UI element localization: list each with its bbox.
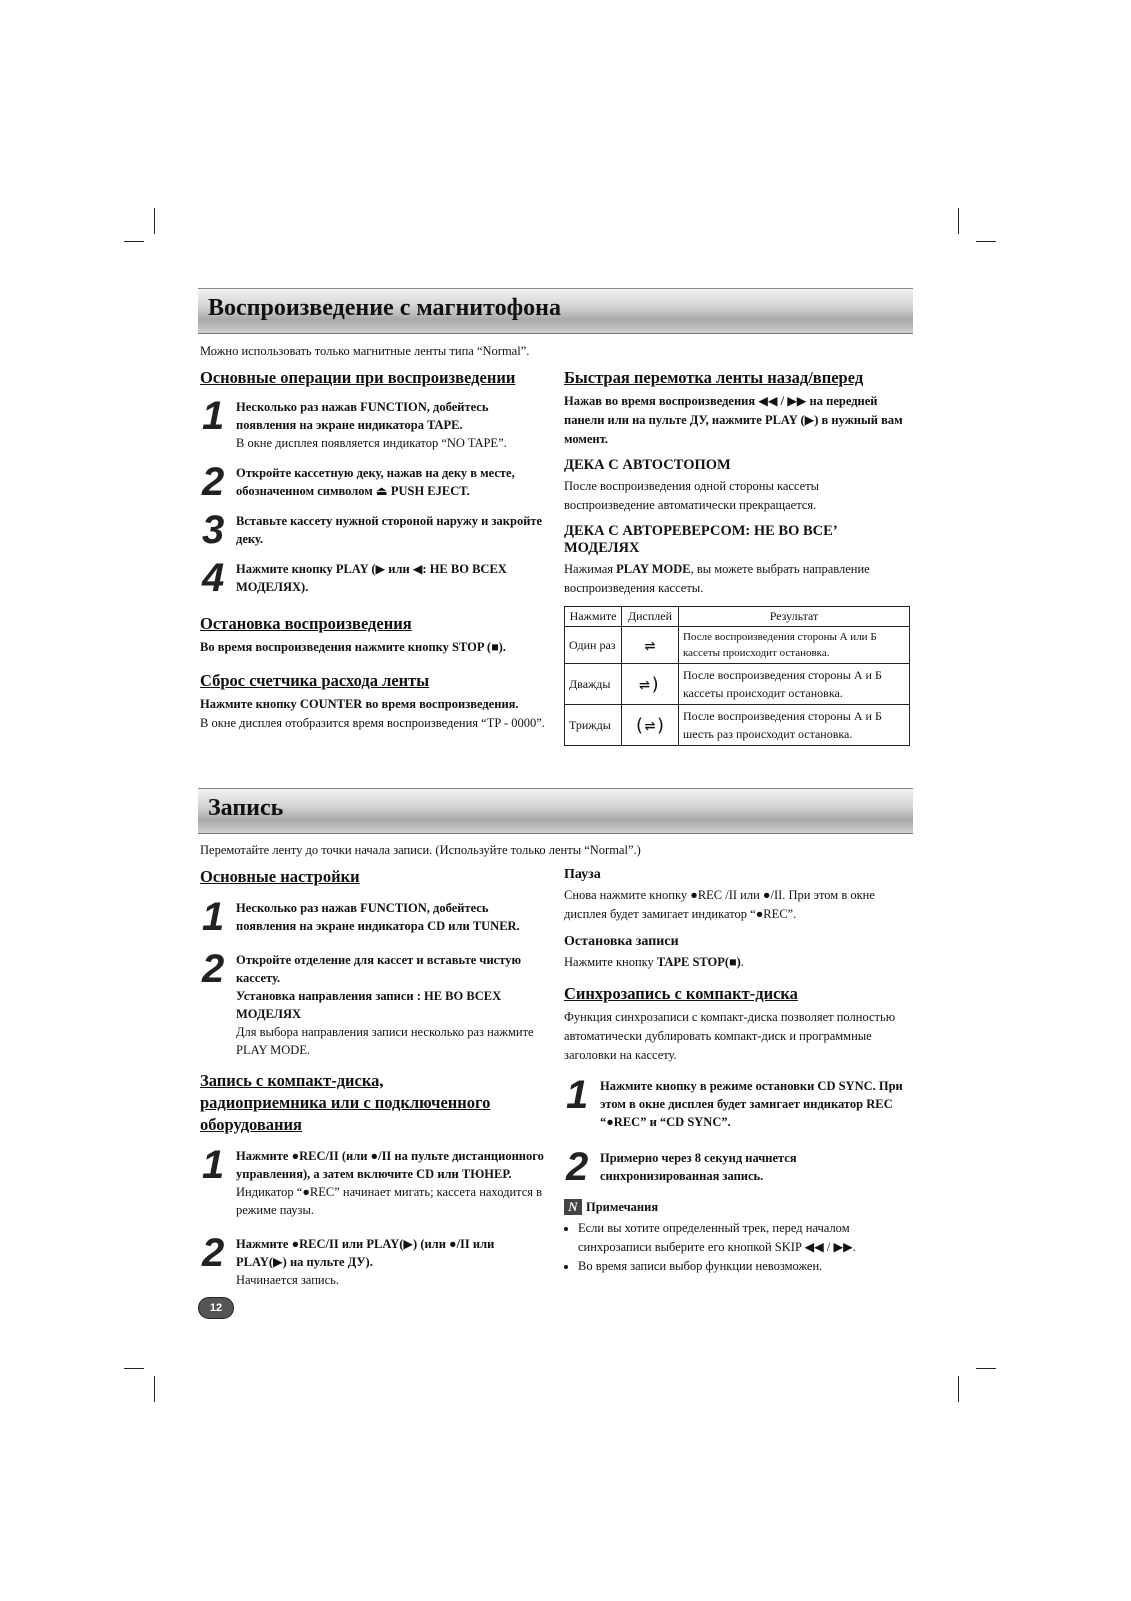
- sync-heading: Синхрозапись с компакт-диска: [564, 984, 798, 1003]
- notes-list: [564, 1219, 912, 1276]
- step: [200, 556, 545, 600]
- autostop-text: После воспроизведения одной стороны кассеты воспроизведение автоматически прекращается.: [564, 479, 820, 512]
- result-table: [564, 606, 910, 746]
- counter-text: В окне дисплея отобразится время воспроизведения “TP - 0000”.: [200, 716, 545, 730]
- step-bold: Примерно через 8 секунд начнется синхронизированная запись.: [600, 1151, 797, 1183]
- step: [200, 1143, 545, 1219]
- list-item: • Если вы хотите определенный трек, перед началом синхрозаписи выберите его кнопкой SKIP ◀◀ / ▶▶.: [578, 1219, 912, 1257]
- display-symbol: (⇌): [622, 705, 679, 746]
- stop-heading: Остановка воспроизведения: [200, 614, 412, 633]
- step-bold: Несколько раз нажав FUNCTION, добейтесь появления на экране индикатора CD или TUNER.: [236, 901, 520, 933]
- table-header: Нажмите: [565, 607, 622, 627]
- table-cell: После воспроизведения стороны А или Б кассеты происходит остановка.: [679, 627, 910, 664]
- step: [200, 460, 545, 504]
- step-number: 1: [566, 1073, 589, 1117]
- table-row: [565, 705, 910, 746]
- step-bold-2: Установка направления записи : НЕ ВО ВСЕХ МОДЕЛЯХ: [236, 989, 502, 1021]
- step-number: 2: [566, 1145, 589, 1189]
- display-symbol: ⇌: [622, 627, 679, 664]
- counter-heading: Сброс счетчика расхода ленты: [200, 671, 430, 690]
- right-column: [564, 368, 912, 746]
- basic-settings-heading: Основные настройки: [200, 867, 360, 886]
- table-cell: После воспроизведения стороны А и Б шесть раз происходит остановка.: [679, 705, 910, 746]
- counter-bold: Нажмите кнопку COUNTER во время воспроизведения.: [200, 697, 519, 711]
- step-text: В окне дисплея появляется индикатор “NO TAPE”.: [236, 436, 507, 450]
- table-cell: Дважды: [565, 664, 622, 705]
- tape-stop-label: TAPE STOP(■): [656, 955, 741, 969]
- step-bold: Нажмите ●REC/II или PLAY(▶) (или ●/II или PLAY(▶) на пульте ДУ).: [236, 1237, 495, 1269]
- step-bold: Несколько раз нажав FUNCTION, добейтесь появления на экране индикатора TAPE.: [236, 400, 489, 432]
- list-item: • Во время записи выбор функции невозможен.: [578, 1257, 912, 1276]
- text-part: Нажимая: [564, 562, 617, 576]
- step-number: 2: [202, 460, 225, 504]
- stop-rec-text: [564, 953, 912, 972]
- crop-mark: [958, 1376, 959, 1402]
- play-mode-label: PLAY MODE: [616, 562, 691, 576]
- step-text: Индикатор “●REC” начинает мигать; кассета находится в режиме паузы.: [236, 1185, 543, 1217]
- crop-mark: [154, 1376, 155, 1402]
- text-part: , вы можете выбрать направление воспроизведения кассеты.: [564, 562, 870, 595]
- step: [200, 508, 545, 552]
- step-bold: Нажмите кнопку PLAY (▶ или ◀: НЕ ВО ВСЕХ МОДЕЛЯХ).: [236, 562, 507, 594]
- table-cell: Трижды: [565, 705, 622, 746]
- note-icon: N: [564, 1199, 582, 1215]
- step-number: 2: [202, 1231, 225, 1275]
- basic-ops-heading: Основные операции при воспроизведении: [200, 368, 516, 387]
- autoreverse-text: [564, 560, 912, 598]
- text-part: .: [740, 955, 744, 969]
- record-heading: оборудования: [200, 1115, 302, 1134]
- crop-mark: [976, 1368, 996, 1369]
- crop-mark: [958, 208, 959, 234]
- record-heading: радиоприемника или с подключенного: [200, 1093, 491, 1112]
- section-intro: Можно использовать только магнитные ленты типа “Normal”.: [200, 344, 530, 358]
- step: [200, 1231, 545, 1289]
- step: [564, 1073, 912, 1131]
- section-title: Запись: [208, 795, 284, 821]
- crop-mark: [976, 241, 996, 242]
- section-title: Воспроизведение с магнитофона: [208, 295, 562, 321]
- stop-rec-heading: Остановка записи: [564, 934, 679, 949]
- autoreverse-heading: ДЕКА С АВТОРЕВЕРСОМ: НЕ ВО ВСЕ’ МОДЕЛЯХ: [564, 523, 837, 556]
- notes-heading: Примечания: [586, 1200, 659, 1214]
- right-column: [564, 867, 912, 1276]
- rewind-heading: Быстрая перемотка ленты назад/вперед: [564, 368, 864, 387]
- notes-heading-row: [564, 1199, 912, 1215]
- table-header: Дисплей: [622, 607, 679, 627]
- pause-text: Снова нажмите кнопку ●REC /II или ●/II. При этом в окне дисплея будет замигает индикатор “●REC”.: [564, 888, 875, 921]
- table-row: [565, 627, 910, 664]
- step-text: Начинается запись.: [236, 1273, 339, 1287]
- crop-mark: [124, 1368, 144, 1369]
- step-number: 3: [202, 508, 225, 552]
- text-part: Нажмите кнопку: [564, 955, 657, 969]
- table-cell: После воспроизведения стороны А и Б кассеты происходит остановка.: [679, 664, 910, 705]
- crop-mark: [154, 208, 155, 234]
- step-bold: Откройте кассетную деку, нажав на деку в месте, обозначенном символом ⏏ PUSH EJECT.: [236, 466, 515, 498]
- left-column: [200, 867, 545, 1301]
- step-bold: Нажмите ●REC/II (или ●/II на пульте дистанционного управления), а затем включите CD или ТЮНЕР.: [236, 1149, 544, 1181]
- stop-text: Во время воспроизведения нажмите кнопку STOP (■).: [200, 640, 506, 654]
- step: [200, 394, 545, 452]
- table-row: [565, 664, 910, 705]
- step-text: Для выбора направления записи несколько раз нажмите PLAY MODE.: [236, 1025, 534, 1057]
- table-header-row: [565, 607, 910, 627]
- step-number: 1: [202, 394, 225, 438]
- step: [200, 947, 545, 1059]
- section-title-bar: [198, 788, 913, 834]
- autostop-heading: ДЕКА С АВТОСТОПОМ: [564, 457, 731, 473]
- pause-heading: Пауза: [564, 867, 601, 882]
- step: [564, 1145, 912, 1189]
- table-cell: Один раз: [565, 627, 622, 664]
- step-bold: Вставьте кассету нужной стороной наружу и закройте деку.: [236, 514, 543, 546]
- step-number: 2: [202, 947, 225, 991]
- section-intro: Перемотайте ленту до точки начала записи. (Используйте только ленты “Normal”.): [200, 843, 641, 857]
- step-bold: Откройте отделение для кассет и вставьте чистую кассету.: [236, 953, 521, 985]
- step-number: 1: [202, 895, 225, 939]
- left-column: [200, 368, 545, 733]
- step: [200, 895, 545, 939]
- step-number: 4: [202, 556, 225, 600]
- rewind-text: Нажав во время воспроизведения ◀◀ / ▶▶ на передней панели или на пульте ДУ, нажмите PLAY (▶) в нужный вам момент.: [564, 394, 903, 446]
- table-header: Результат: [679, 607, 910, 627]
- section-title-bar: [198, 288, 913, 334]
- page-number: 12: [198, 1297, 234, 1319]
- display-symbol: ⇌): [622, 664, 679, 705]
- crop-mark: [124, 241, 144, 242]
- step-number: 1: [202, 1143, 225, 1187]
- sync-text: Функция синхрозаписи с компакт-диска позволяет полностью автоматически дублировать компакт-диск и программные заголовки на кассету.: [564, 1010, 896, 1062]
- record-heading: Запись с компакт-диска,: [200, 1071, 384, 1090]
- step-bold: Нажмите кнопку в режиме остановки CD SYNC. При этом в окне дисплея будет замигает индикатор REC “●REC” и “CD SYNC”.: [600, 1079, 903, 1129]
